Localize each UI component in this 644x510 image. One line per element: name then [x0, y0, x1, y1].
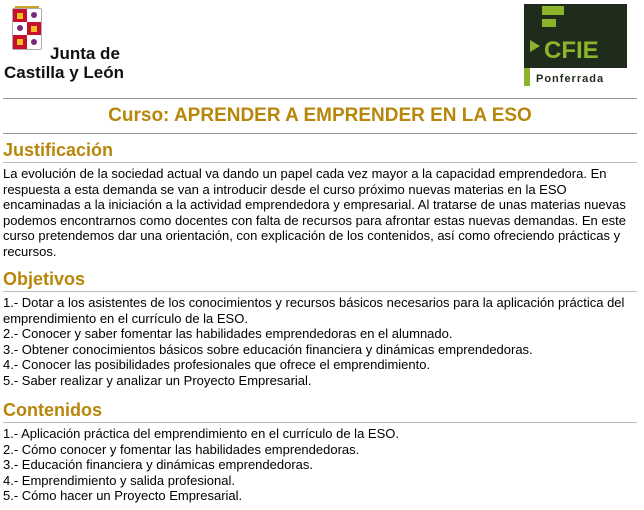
list-item: 1.- Aplicación práctica del emprendimiento en el currículo de la ESO.: [3, 426, 399, 441]
list-item: 5.- Saber realizar y analizar un Proyecto Empresarial.: [3, 372, 312, 388]
section-contenidos: [3, 400, 637, 504]
section-title-contenidos: Contenidos: [3, 400, 637, 423]
list-item: 5.- Cómo hacer un Proyecto Empresarial.: [3, 488, 243, 504]
list-item: 3.- Obtener conocimientos básicos sobre educación financiera y dinámicas emprendedoras.: [3, 341, 533, 357]
logo-line-2: Castilla y León: [4, 63, 124, 82]
list-item: 1.- Dotar a los asistentes de los conocimientos y recursos básicos necesarios para la aplicación práctica del emprendimiento en el currículo de la ESO.: [3, 295, 625, 326]
page-header: [0, 0, 644, 92]
contenidos-list: [3, 426, 637, 504]
cfie-acronym: CFIE: [544, 37, 599, 64]
list-item: 4.- Emprendimiento y salida profesional.: [3, 472, 235, 488]
list-item: 4.- Conocer las posibilidades profesionales que ofrece el emprendimiento.: [3, 357, 431, 373]
objetivos-list: [3, 295, 637, 389]
logo-line-1: Junta de: [50, 44, 120, 63]
list-item: 3.- Educación financiera y dinámicas emprendedoras.: [3, 457, 314, 473]
cfie-ponferrada-logo[interactable]: [524, 4, 627, 86]
course-title-bar: [3, 98, 637, 134]
section-title-justificacion: Justificación: [3, 140, 637, 163]
list-item: 2.- Conocer y saber fomentar las habilidades emprendedoras en el alumnado.: [3, 326, 453, 342]
list-item: 2.- Cómo conocer y fomentar las habilidades emprendedoras.: [3, 441, 360, 457]
section-title-objetivos: Objetivos: [3, 269, 637, 292]
page-title: Curso: APRENDER A EMPRENDER EN LA ESO: [108, 105, 532, 126]
section-objetivos: [3, 269, 637, 389]
junta-castilla-leon-logo[interactable]: [4, 2, 134, 86]
justificacion-text: La evolución de la sociedad actual va dando un papel cada vez mayor a la capacidad emprendedora. En respuesta a esta demanda se van a introducir desde el curso próximo nuevas materias en la ESO encaminadas a la iniciación a la actividad emprendedora y empresarial. Al tratarse de unas materias nuevas podemos encontrarnos como docentes con falta de recursos para afrontar estas nuevas demandas. En este curso pretendemos dar una orientación, con explicación de los contenidos, así como ofreciendo prácticas y recursos.: [3, 166, 626, 259]
section-justificacion: [3, 140, 637, 260]
cfie-place: Ponferrada: [536, 73, 605, 85]
